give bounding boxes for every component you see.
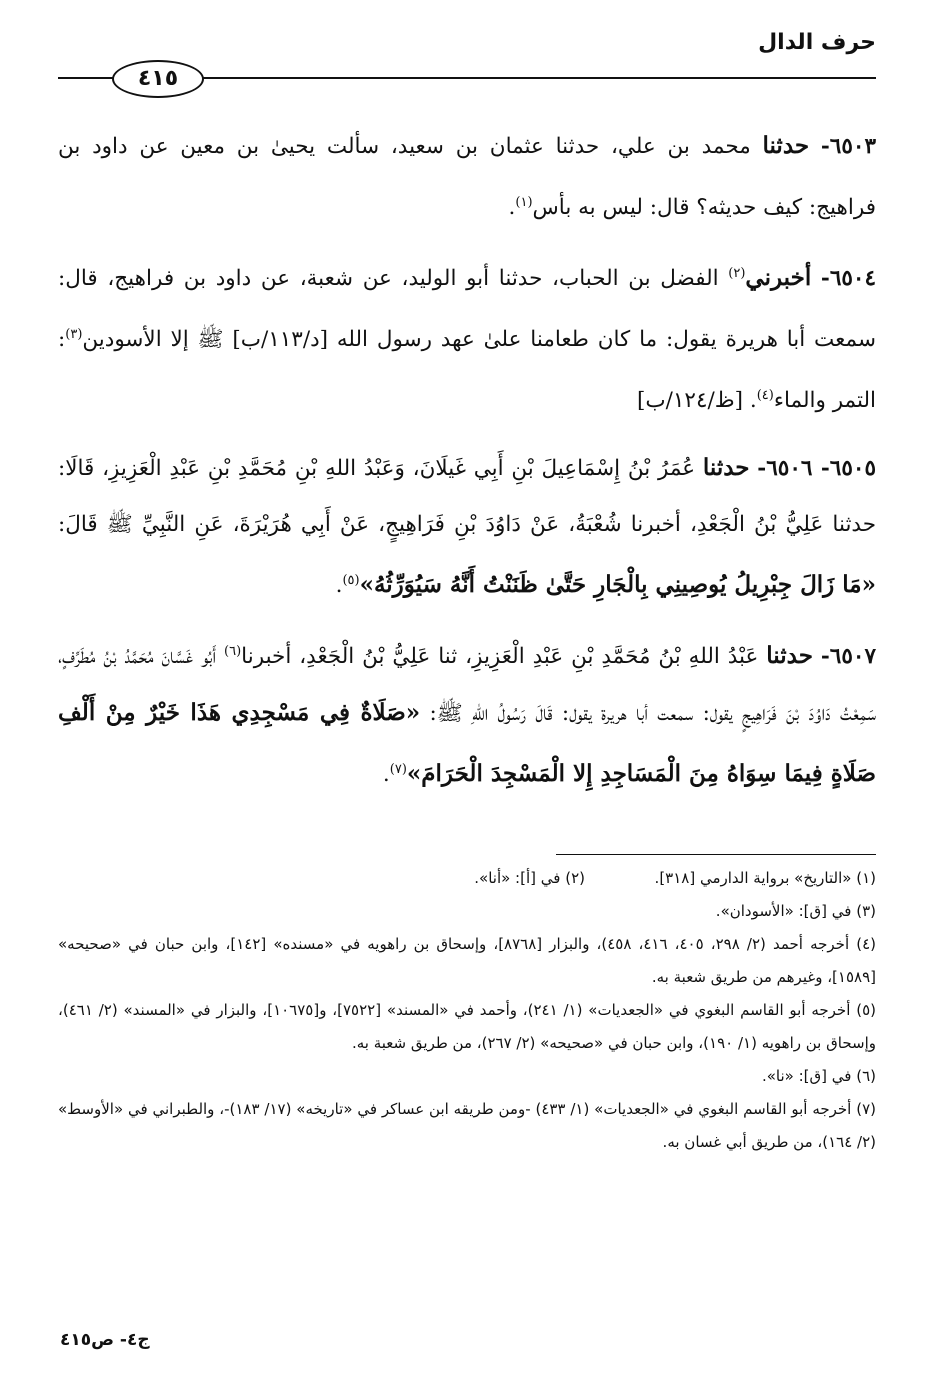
- hadith-quote: «صَلَاةٌ فِي مَسْجِدِي هَذَا خَيْرٌ مِنْ أَلْفِ صَلَاةٍ فِيمَا سِوَاهُ مِنَ الْمَسَاجِدِ إِلا الْمَسْجِدَ الْحَرَامَ»: [58, 698, 876, 788]
- hadith-6504: [58, 246, 876, 429]
- footnote-text: في [أ]: «أنا».: [474, 869, 561, 887]
- footnotes: [58, 862, 876, 1159]
- footnote-number: (٤): [856, 935, 877, 953]
- hadith-keyword: حدثنا: [702, 453, 750, 481]
- footnote-item: [58, 928, 876, 994]
- footnote-marker: (٢): [728, 266, 746, 282]
- footnote-number: (٣): [856, 902, 876, 920]
- main-text: [58, 118, 876, 813]
- hadith-text: عَبْدُ اللهِ بْنُ مُحَمَّدِ بْنِ عَبْدِ الْعَزِيزِ، ثنا عَلِيُّ بْنُ الْجَعْدِ، أخبرنا: [241, 643, 759, 669]
- footnote-item: [58, 895, 876, 928]
- hadith-text-mid: : التمر والماء: [58, 327, 876, 414]
- chapter-title: حرف الدال: [758, 30, 876, 55]
- footnote-number: (٢): [565, 869, 585, 887]
- hadith-6503: [58, 118, 876, 236]
- footnote-text: أخرجه أبو القاسم البغوي في «الجعديات» (١/ ٤٣٣) -ومن طريقه ابن عساكر في «تاريخه» (١٧/ ١٨٣)-، والطبراني في «الأوسط» (٢/ ١٦٤)، من طريق أبي غسان به.: [58, 1100, 876, 1151]
- hadith-6505-6506: [58, 440, 876, 614]
- footnote-number: (٦): [856, 1067, 876, 1085]
- footnote-text: في [ق]: «نا».: [761, 1067, 852, 1085]
- hadith-text-end: . [ظ/١٢٤/ب]: [637, 388, 757, 414]
- hadith-text-end: .: [508, 195, 516, 221]
- hadith-keyword: حدثنا: [766, 641, 813, 669]
- hadith-number: ٦٥٠٥- ٦٥٠٦-: [757, 455, 876, 481]
- footnote-text: في [ق]: «الأسودان».: [715, 902, 852, 920]
- footnote-text: أخرجه أبو القاسم البغوي في «الجعديات» (١/ ٢٤١)، وأحمد في «المسند» [٧٥٢٢]، و[١٠٦٧٥]، والبزار في «المسند» (٢/ ٤٦١)، وإسحاق بن راهويه (١/ ١٩٠)، وابن حبان في «صحيحه» (٢/ ٢٦٧)، من طريق شعبة به.: [58, 1001, 876, 1052]
- footnote-marker: (٦): [224, 643, 242, 659]
- footnote-separator: [556, 854, 876, 855]
- footnote-marker: (٧): [389, 761, 407, 777]
- hadith-quote: «مَا زَالَ جِبْرِيلُ يُوصِينِي بِالْجَارِ حَتَّىٰ ظَنَنْتُ أَنَّهُ سَيُوَرِّثُهُ»: [359, 570, 876, 598]
- footnote-item: [58, 994, 876, 1060]
- footnote-number: (١): [856, 869, 876, 887]
- footnote-number: (٧): [856, 1100, 876, 1118]
- footnote-marker: (١): [515, 195, 533, 210]
- hadith-keyword: أخبرني: [745, 264, 812, 292]
- footnote-item: [58, 1093, 876, 1159]
- footnote-text: «التاريخ» برواية الدارمي [٣١٨].: [654, 869, 852, 887]
- hadith-text-end: .: [335, 572, 343, 598]
- hadith-number: ٦٥٠٤-: [820, 266, 877, 292]
- hadith-text: عُمَرُ بْنُ إِسْمَاعِيلَ بْنِ أَبِي غَيلَانَ، وَعَبْدُ اللهِ بْنِ مُحَمَّدِ بْنِ عَبْدِ الْعَزِيزِ، قَالَا: حدثنا عَلِيُّ بْنُ الْجَعْدِ، أخبرنا شُعْبَةُ، عَنْ دَاوُدَ بْنِ فَرَاهِيجٍ، عَنْ أَبِي هُرَيْرَةَ، عَنِ النَّبِيِّ ﷺ قَالَ:: [58, 455, 876, 537]
- footnote-number: (٥): [856, 1001, 876, 1019]
- footnote-marker: (٥): [342, 572, 360, 588]
- hadith-text-end: .: [382, 762, 390, 788]
- footnote-marker: (٣): [65, 327, 83, 343]
- footnote-text: أخرجه أحمد (٢/ ٢٩٨، ٤٠٥، ٤١٦، ٤٥٨)، والبزار [٨٧٦٨]، وإسحاق بن راهويه في «مسنده» [١٤٢]، وابن حبان في «صحيحه» [١٥٨٩]، وغيرهم من طريق شعبة به.: [58, 935, 876, 986]
- hadith-6507: [58, 624, 876, 803]
- hadith-keyword: حدثنا: [762, 132, 810, 159]
- footnote-marker: (٤): [756, 388, 774, 404]
- hadith-number: ٦٥٠٣-: [820, 134, 876, 159]
- footnote-item: [58, 1060, 876, 1093]
- hadith-text: محمد بن علي، حدثنا عثمان بن سعيد، سألت يحيىٰ بن معين عن داود بن فراهيج: كيف حديثه؟ قال: ليس به بأس: [58, 134, 876, 221]
- hadith-text: الفضل بن الحباب، حدثنا أبو الوليد، عن شعبة، عن داود بن فراهيج، قال: سمعت أبا هريرة يقول: ما كان طعامنا علىٰ عهد رسول الله [د/١١٣/ب] ﷺ إلا الأسودين: [58, 266, 876, 353]
- volume-page-reference: ج٤- ص٤١٥: [60, 1330, 150, 1350]
- footnote-item: [58, 862, 876, 895]
- hadith-number: ٦٥٠٧-: [820, 643, 876, 669]
- page-number: ٤١٥: [112, 60, 204, 98]
- hadith-text-mid: أَبُو غَسَّانَ مُحَمَّدُ بْنُ مُطَرِّفٍ، سَمِعْتُ دَاوُدَ بْنَ فَرَاهِيجٍ يقول: سمعت أبا هريرة يقول: قَالَ رَسُولُ اللهِ ﷺ:: [58, 643, 876, 726]
